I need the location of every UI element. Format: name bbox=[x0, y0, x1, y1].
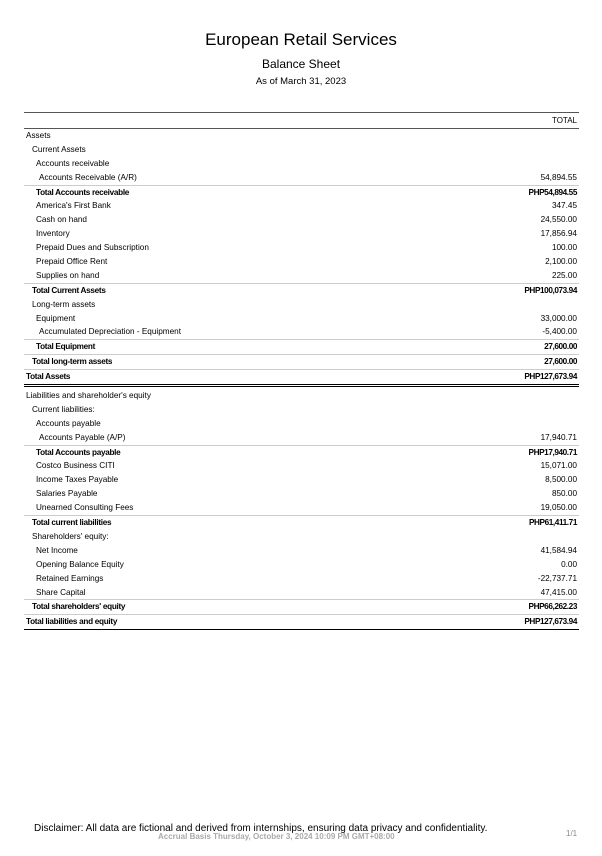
table-row bbox=[24, 544, 579, 558]
company-name: European Retail Services bbox=[205, 30, 397, 49]
row-value: 33,000.00 bbox=[540, 313, 577, 323]
total-row bbox=[24, 614, 579, 630]
table-row bbox=[24, 473, 579, 487]
row-value: 41,584.94 bbox=[540, 545, 577, 555]
row-label: America's First Bank bbox=[36, 201, 111, 211]
column-header-total: TOTAL bbox=[24, 112, 579, 129]
row-label: Liabilities and shareholder's equity bbox=[26, 391, 151, 401]
table-row bbox=[24, 459, 579, 473]
table-row bbox=[24, 325, 579, 339]
row-label: Equipment bbox=[36, 313, 76, 323]
row-label: Shareholders' equity: bbox=[32, 531, 109, 541]
table-row bbox=[24, 487, 579, 501]
row-value: 2,100.00 bbox=[545, 257, 577, 267]
table-body bbox=[24, 129, 579, 630]
section-header-row bbox=[24, 403, 579, 417]
row-value: 27,600.00 bbox=[544, 357, 577, 367]
table-row bbox=[24, 199, 579, 213]
section-header-row bbox=[24, 417, 579, 431]
row-value: 54,894.55 bbox=[540, 172, 577, 182]
row-label: Accounts Receivable (A/R) bbox=[39, 172, 137, 182]
row-label: Accounts Payable (A/P) bbox=[39, 432, 126, 442]
row-value: 24,550.00 bbox=[540, 215, 577, 225]
row-label: Unearned Consulting Fees bbox=[36, 503, 134, 513]
row-label: Costco Business CITI bbox=[36, 461, 115, 471]
row-label: Inventory bbox=[36, 229, 70, 239]
row-value: -5,400.00 bbox=[542, 327, 577, 337]
row-value: PHP127,673.94 bbox=[524, 372, 577, 382]
balance-sheet-table bbox=[24, 112, 579, 630]
row-label: Long-term assets bbox=[32, 299, 96, 309]
row-label: Prepaid Office Rent bbox=[36, 257, 108, 267]
table-row bbox=[24, 431, 579, 445]
row-label: Accumulated Depreciation - Equipment bbox=[39, 327, 181, 337]
row-label: Share Capital bbox=[36, 587, 86, 597]
report-date: As of March 31, 2023 bbox=[255, 76, 347, 87]
row-label: Opening Balance Equity bbox=[36, 559, 124, 569]
row-label: Net Income bbox=[36, 545, 78, 555]
section-header-row bbox=[24, 157, 579, 171]
table-row bbox=[24, 269, 579, 283]
disclaimer-text: Disclaimer: All data are fictional and derived from internships, ensuring data privacy and confidentiality. bbox=[34, 823, 488, 834]
section-header-row bbox=[24, 143, 579, 157]
row-label: Supplies on hand bbox=[36, 270, 100, 280]
table-row bbox=[24, 586, 579, 600]
table-row bbox=[24, 227, 579, 241]
total-row bbox=[24, 369, 579, 387]
section-header-row bbox=[24, 129, 579, 143]
total-row bbox=[24, 339, 579, 354]
table-row bbox=[24, 558, 579, 572]
table-row bbox=[24, 501, 579, 515]
row-value: PHP127,673.94 bbox=[524, 617, 577, 627]
table-row bbox=[24, 171, 579, 185]
row-value: -22,737.71 bbox=[537, 573, 577, 583]
row-label: Total Current Assets bbox=[32, 285, 106, 295]
report-title: Balance Sheet bbox=[261, 57, 341, 71]
row-value: 27,600.00 bbox=[544, 342, 577, 352]
row-label: Accounts receivable bbox=[36, 158, 110, 168]
row-label: Total Accounts payable bbox=[36, 447, 121, 457]
section-header-row bbox=[24, 389, 579, 403]
row-label: Assets bbox=[26, 131, 51, 140]
row-value: 8,500.00 bbox=[545, 475, 577, 485]
total-row bbox=[24, 354, 579, 369]
row-label: Salaries Payable bbox=[36, 489, 98, 499]
row-value: PHP54,894.55 bbox=[528, 187, 577, 197]
row-value: PHP66,262.23 bbox=[528, 602, 577, 612]
total-row bbox=[24, 515, 579, 530]
row-label: Retained Earnings bbox=[36, 573, 104, 583]
table-row bbox=[24, 312, 579, 326]
row-value: 347.45 bbox=[551, 201, 577, 211]
row-label: Income Taxes Payable bbox=[36, 475, 119, 485]
row-value: 100.00 bbox=[551, 243, 577, 253]
row-label: Total shareholders' equity bbox=[32, 602, 126, 612]
row-label: Total Accounts receivable bbox=[36, 187, 130, 197]
row-value: 47,415.00 bbox=[540, 587, 577, 597]
row-label: Total current liabilities bbox=[32, 518, 112, 528]
table-row bbox=[24, 241, 579, 255]
total-row bbox=[24, 599, 579, 614]
table-row bbox=[24, 255, 579, 269]
table-row bbox=[24, 213, 579, 227]
row-value: PHP61,411.71 bbox=[528, 518, 577, 528]
row-label: Total long-term assets bbox=[32, 357, 113, 367]
row-label: Current Assets bbox=[32, 144, 86, 154]
row-label: Cash on hand bbox=[36, 215, 87, 225]
total-row bbox=[24, 185, 579, 200]
row-value: 17,856.94 bbox=[540, 229, 577, 239]
row-value: 225.00 bbox=[551, 270, 577, 280]
row-value: 15,071.00 bbox=[540, 461, 577, 471]
total-row bbox=[24, 445, 579, 460]
row-value: 0.00 bbox=[561, 559, 577, 569]
row-label: Total Equipment bbox=[36, 342, 96, 352]
row-value: PHP100,073.94 bbox=[524, 285, 577, 295]
row-label: Prepaid Dues and Subscription bbox=[36, 243, 149, 253]
row-value: PHP17,940.71 bbox=[528, 447, 577, 457]
row-value: 17,940.71 bbox=[540, 432, 577, 442]
row-label: Current liabilities: bbox=[32, 404, 95, 414]
row-label: Total Assets bbox=[26, 372, 71, 382]
section-header-row bbox=[24, 530, 579, 544]
total-row bbox=[24, 283, 579, 298]
report-basis-timestamp: Accrual Basis Thursday, October 3, 2024 10:09 PM GMT+08:00 bbox=[158, 832, 395, 841]
page-number: 1/1 bbox=[566, 829, 578, 838]
row-value: 19,050.00 bbox=[540, 503, 577, 513]
section-header-row bbox=[24, 298, 579, 312]
row-value: 850.00 bbox=[551, 489, 577, 499]
row-label: Accounts payable bbox=[36, 418, 101, 428]
table-row bbox=[24, 572, 579, 586]
row-label: Total liabilities and equity bbox=[26, 617, 118, 627]
